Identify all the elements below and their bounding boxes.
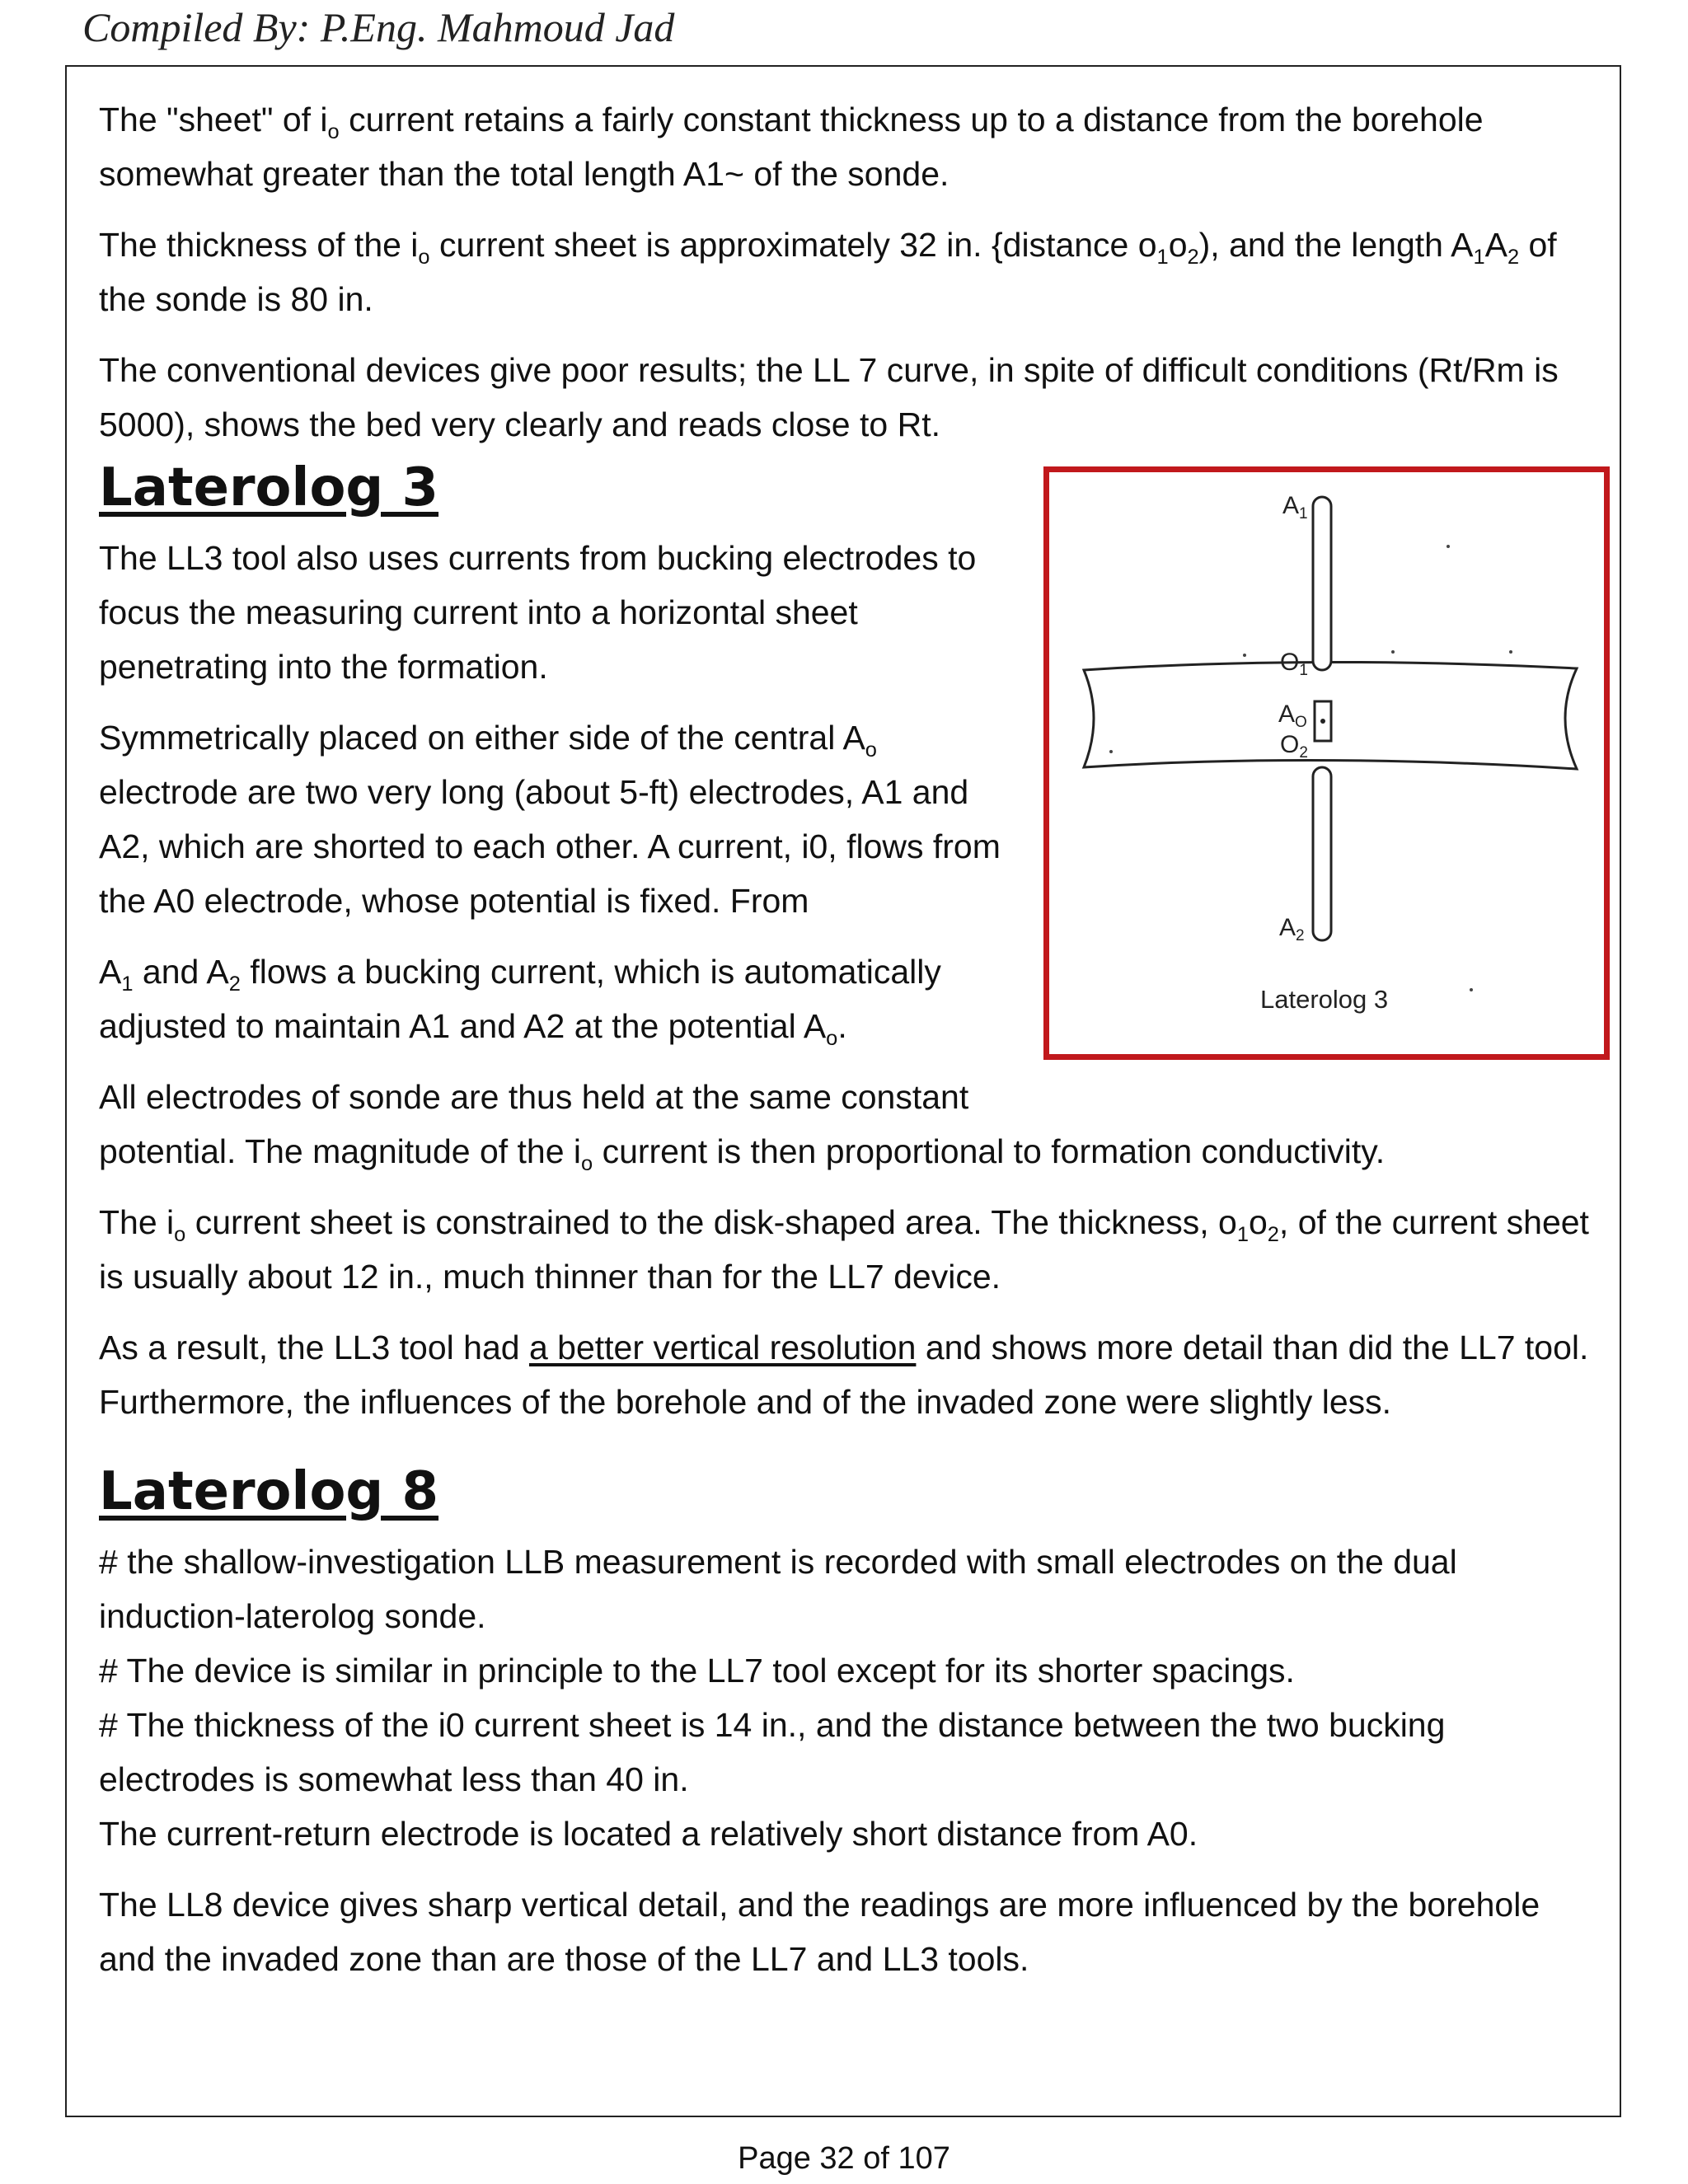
scan-speck [1243,654,1246,657]
paragraph-ll8-detail: The LL8 device gives sharp vertical detail, and the readings are more influenced by the borehole and the invaded zone than are those of the LL7 and LL3 tools. [99,1886,1540,1978]
paragraph-ll3-electrodes: Symmetrically placed on either side of the central $A_o$ electrode are two very long (about 5-ft) electrodes, A1 and A2, which are shorted to each other. A current, i0, flows from the A0 electrode, whose potential is fixed. From [99,719,1001,920]
ll8-line-1: # the shallow-investigation LLB measurement is recorded with small electrodes on the dual induction-laterolog sonde. [99,1543,1457,1635]
paragraph-conventional-devices: The conventional devices give poor results; the LL 7 curve, in spite of difficult conditions (Rt/Rm is 5000), shows the bed very clearly and reads close to Rt. [99,351,1559,443]
page-number: Page 32 of 107 [738,2141,950,2176]
scan-speck [1470,988,1473,991]
scan-speck [1391,650,1395,654]
label-a1: $A_1$ [1282,492,1308,523]
paragraph-ll7-dimensions: The thickness of the $i_o$ current sheet is approximately 32 in. {distance $o_1o_2$), and the length $A_1A_2$ of the sonde is 80 in. [99,226,1557,318]
paragraph-ll3-potential: All electrodes of sonde are thus held at the same constant potential. The magnitude of the $i_o$ current is then proportional to formation conductivity. [99,1078,1386,1176]
scan-speck [1509,650,1512,654]
paragraph-sheet-thickness: The "sheet" of $i_o$ current retains a fairly constant thickness up to a distance from the borehole somewhat greater than the total length A1~ of the sonde. [99,101,1484,193]
electrode-a0-dot [1320,719,1325,724]
electrode-a2 [1313,767,1331,940]
ll8-line-3: # The thickness of the i0 current sheet is 14 in., and the distance between the two bucking electrodes is somewhat less than 40 in. [99,1706,1446,1798]
figure-caption: Laterolog 3 [1260,985,1389,1014]
paragraph-ll3-bucking: $A_1$ and $A_2$ flows a bucking current, which is automatically adjusted to maintain A1 and A2 at the potential $A_o$. [99,953,941,1051]
laterolog-3-diagram [1049,472,1599,1049]
label-a2: $A_2$ [1279,914,1305,944]
electrode-a1 [1313,497,1331,670]
label-o1: $O_1$ [1280,649,1308,679]
ll8-line-2: # The device is similar in principle to the LL7 tool except for its shorter spacings. [99,1652,1295,1690]
underlined-phrase: a better vertical resolution [528,1329,917,1366]
page-body [99,92,1599,2003]
label-a0: $A_O$ [1278,701,1307,731]
scan-speck [1447,545,1450,548]
heading-laterolog-8: Laterolog 8 [99,1461,439,1522]
scan-speck [1109,750,1113,753]
ll8-line-4: The current-return electrode is located a relatively short distance from A0. [99,1815,1198,1853]
page-header-author: Compiled By: P.Eng. Mahmoud Jad [82,4,675,50]
figure-red-border [1043,466,1610,1060]
paragraph-ll3-resolution: As a result, the LL3 tool had a better vertical resolution and shows more detail than did the LL7 tool. Furthermore, the influences of the borehole and of the invaded zone were slightly less. [99,1329,1589,1421]
label-o2: $O_2$ [1280,731,1308,762]
heading-laterolog-3: Laterolog 3 [99,457,439,518]
paragraph-ll3-sheet: The $i_o$ current sheet is constrained to the disk-shaped area. The thickness, $o_1o_2$, of the current sheet is usually about 12 in., much thinner than for the LL7 device. [99,1203,1589,1296]
laterolog-3-figure [1040,463,1613,1063]
paragraph-ll3-intro: The LL3 tool also uses currents from bucking electrodes to focus the measuring current into a horizontal sheet penetrating into the formation. [99,539,977,686]
